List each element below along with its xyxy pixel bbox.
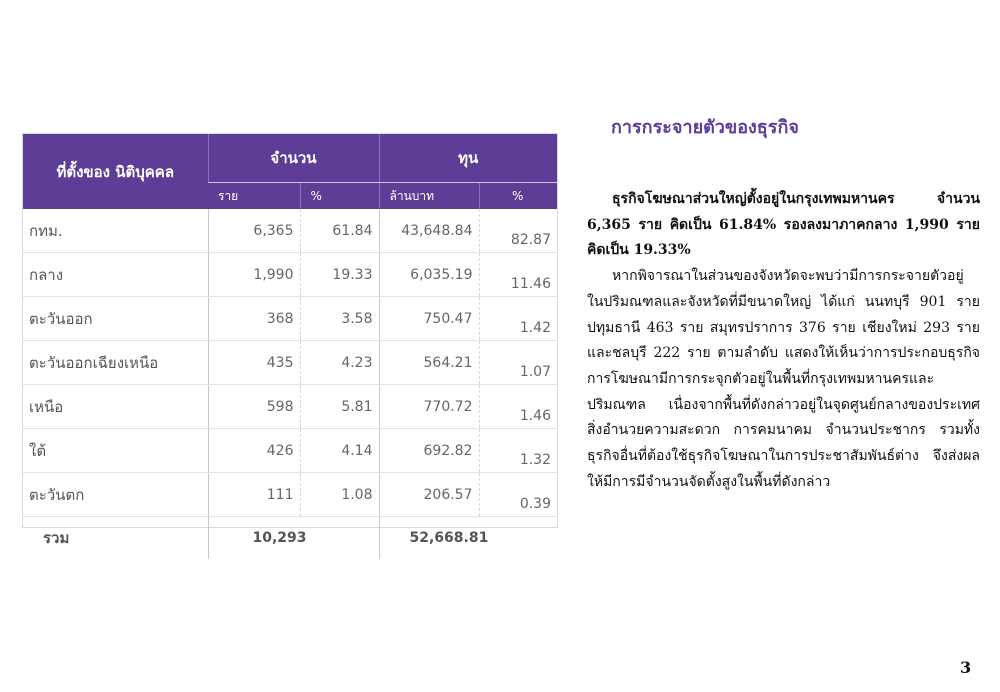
total-row — [23, 517, 557, 560]
summary-paragraph: ธุรกิจโฆษณาส่วนใหญ่ตั้งอยู่ในกรุงเทพมหานคร จำนวน 6,365 ราย คิดเป็น 61.84% รองลงมาภาคกลาง 1,990 ราย คิดเป็น 19.33% — [587, 191, 980, 259]
header-count-unit: ราย — [208, 183, 300, 210]
header-capital-unit: ล้านบาท — [379, 183, 479, 210]
count-value: 426 — [208, 429, 300, 473]
region-name: ใต้ — [23, 429, 208, 473]
capital-value: 692.82 — [379, 429, 479, 473]
capital-percent: 82.87 — [479, 209, 557, 253]
count-percent: 1.08 — [300, 473, 379, 517]
count-value: 368 — [208, 297, 300, 341]
capital-percent: 1.32 — [479, 429, 557, 473]
count-percent: 19.33 — [300, 253, 379, 297]
capital-percent: 1.42 — [479, 297, 557, 341]
count-value: 1,990 — [208, 253, 300, 297]
capital-value: 564.21 — [379, 341, 479, 385]
header-count-group: จำนวน — [208, 134, 379, 183]
region-name: ตะวันออกเฉียงเหนือ — [23, 341, 208, 385]
region-name: เหนือ — [23, 385, 208, 429]
table-row — [23, 429, 557, 473]
capital-value: 6,035.19 — [379, 253, 479, 297]
page-number: 3 — [960, 658, 972, 677]
body-text — [587, 187, 980, 495]
table-row — [23, 253, 557, 297]
region-name: ตะวันออก — [23, 297, 208, 341]
count-value: 435 — [208, 341, 300, 385]
header-capital-percent: % — [479, 183, 557, 210]
header-location: ที่ตั้งของ นิติบุคคล — [23, 134, 208, 209]
table-row — [23, 209, 557, 253]
detail-paragraph: หากพิจารณาในส่วนของจังหวัดจะพบว่ามีการกระจายตัวอยู่ในปริมณฑลและจังหวัดที่มีขนาดใหญ่ ได้แก่ นนทบุรี 901 ราย ปทุมธานี 463 ราย สมุทรปราการ 376 ราย เชียงใหม่ 293 ราย และชลบุรี 222 ราย ตามลำดับ แสดงให้เห็นว่าการประกอบธุรกิจการโฆษณามีการกระจุกตัวอยู่ในพื้นที่กรุงเทพมหานครและปริมณฑล เนื่องจากพื้นที่ดังกล่าวอยู่ในจุดศูนย์กลางของประเทศ สิ่งอำนวยความสะดวก การคมนาคม จำนวนประชากร รวมทั้งธุรกิจอื่นที่ต้องใช้ธุรกิจโฆษณาในการประชาสัมพันธ์ต่าง จึงส่งผลให้มีการมีจำนวนจัดตั้งสูงในพื้นที่ดังกล่าว — [587, 268, 980, 490]
count-percent: 4.14 — [300, 429, 379, 473]
header-capital-group: ทุน — [379, 134, 557, 183]
total-count: 10,293 — [208, 517, 379, 560]
table-row — [23, 385, 557, 429]
table-row — [23, 297, 557, 341]
total-label: รวม — [23, 517, 208, 560]
capital-percent: 0.39 — [479, 473, 557, 517]
table-row — [23, 473, 557, 517]
region-name: ตะวันตก — [23, 473, 208, 517]
count-percent: 5.81 — [300, 385, 379, 429]
capital-value: 43,648.84 — [379, 209, 479, 253]
region-name: กลาง — [23, 253, 208, 297]
count-value: 6,365 — [208, 209, 300, 253]
count-value: 598 — [208, 385, 300, 429]
capital-value: 206.57 — [379, 473, 479, 517]
count-percent: 61.84 — [300, 209, 379, 253]
business-distribution-table — [22, 133, 558, 547]
total-capital: 52,668.81 — [409, 530, 489, 546]
header-count-percent: % — [300, 183, 379, 210]
capital-value: 770.72 — [379, 385, 479, 429]
capital-percent: 1.07 — [479, 341, 557, 385]
count-percent: 3.58 — [300, 297, 379, 341]
capital-percent: 11.46 — [479, 253, 557, 297]
table-row — [23, 341, 557, 385]
capital-value: 750.47 — [379, 297, 479, 341]
count-percent: 4.23 — [300, 341, 379, 385]
capital-percent: 1.46 — [479, 385, 557, 429]
region-name: กทม. — [23, 209, 208, 253]
count-value: 111 — [208, 473, 300, 517]
data-table — [23, 134, 557, 559]
section-title: การกระจายตัวของธุรกิจ — [611, 117, 799, 138]
